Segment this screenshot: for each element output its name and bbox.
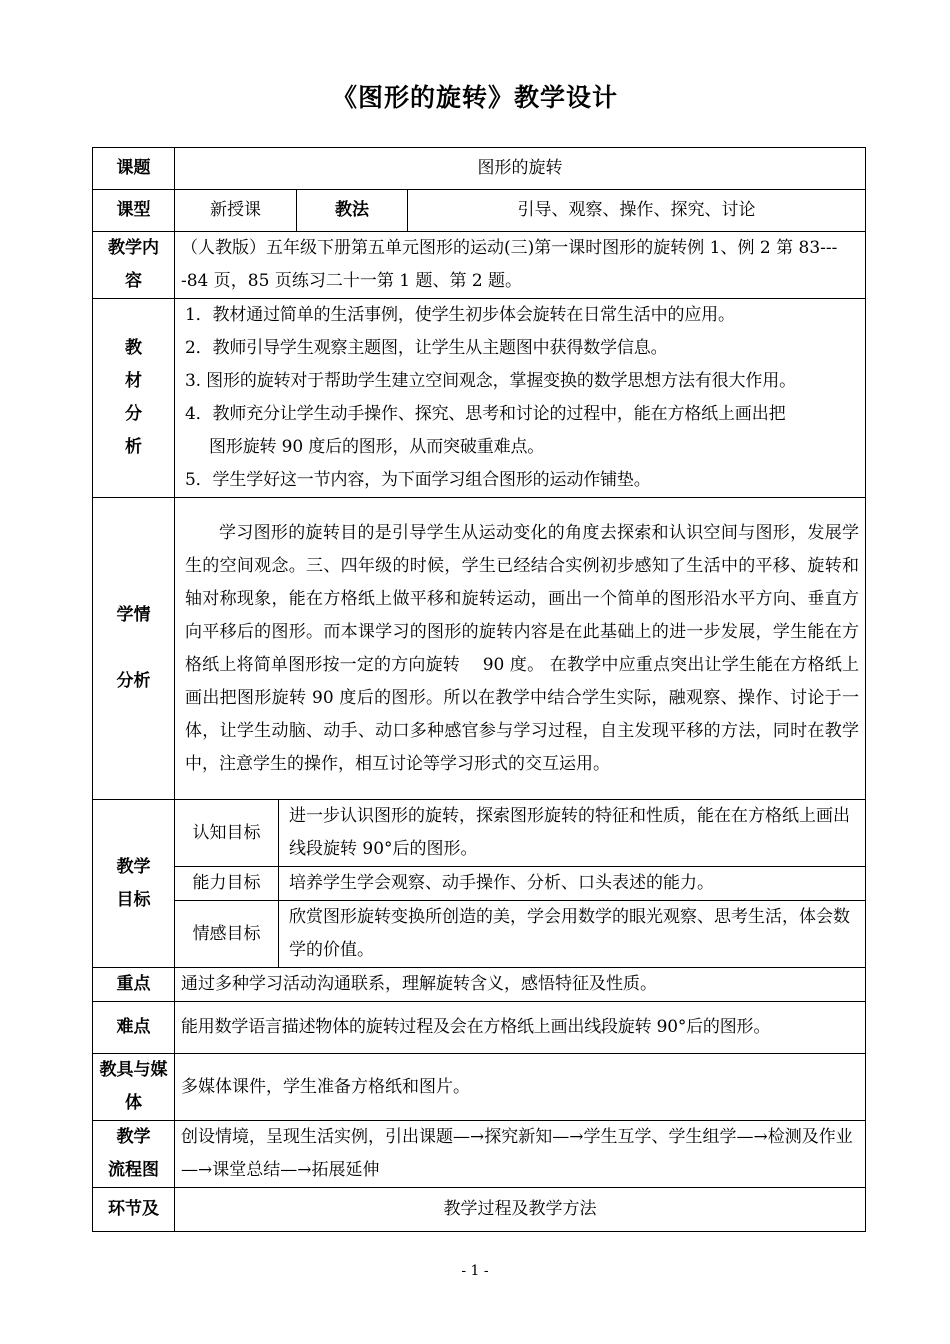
row-goal-ability <box>93 867 866 901</box>
analysis-item: 图形旋转 90 度后的图形，从而突破重难点。 <box>209 437 545 457</box>
row-flow <box>93 1121 866 1188</box>
ability-goal-text: 培养学生学会观察、动手操作、分析、口头表述的能力。 <box>279 867 866 901</box>
goals-label: 教学 目标 <box>93 800 175 968</box>
topic-label: 课题 <box>93 148 175 190</box>
lesson-plan-table <box>92 147 866 1232</box>
row-goal-cognitive <box>93 800 866 867</box>
row-type <box>93 190 866 232</box>
analysis-item: 3. 图形的旋转对于帮助学生建立空间观念，掌握变换的数学思想方法有很大作用。 <box>185 371 796 391</box>
row-textbook-analysis <box>93 299 866 498</box>
ability-goal-label: 能力目标 <box>175 867 279 901</box>
row-content <box>93 232 866 299</box>
row-media <box>93 1054 866 1121</box>
cognitive-goal-label: 认知目标 <box>175 800 279 867</box>
flow-text: 创设情境，呈现生活实例，引出课题—→探究新知—→学生互学、学生组学—→检测及作业—→课堂总结—→拓展延伸 <box>175 1121 866 1188</box>
row-difficulty <box>93 1002 866 1054</box>
key-point-label: 重点 <box>93 968 175 1002</box>
emotion-goal-label: 情感目标 <box>175 901 279 968</box>
analysis-item: 1．教材通过简单的生活事例，使学生初步体会旋转在日常生活中的应用。 <box>185 305 735 325</box>
cognitive-goal-text: 进一步认识图形的旋转，探索图形旋转的特征和性质，能在在方格纸上画出线段旋转 90°后的图形。 <box>279 800 866 867</box>
key-point-text: 通过多种学习活动沟通联系，理解旋转含义，感悟特征及性质。 <box>175 968 866 1002</box>
learner-analysis-label: 学情 分析 <box>93 498 175 800</box>
media-text: 多媒体课件，学生准备方格纸和图片。 <box>175 1054 866 1121</box>
content-text: （人教版）五年级下册第五单元图形的运动(三)第一课时图形的旋转例 1、例 2 第 83----84 页，85 页练习二十一第 1 题、第 2 题。 <box>175 232 866 299</box>
row-key-point <box>93 968 866 1002</box>
page-number: - 1 - <box>461 1263 489 1279</box>
analysis-item: 2．教师引导学生观察主题图，让学生从主题图中获得数学信息。 <box>185 338 668 358</box>
media-label: 教具与媒 体 <box>93 1054 175 1121</box>
content-label: 教学内 容 <box>93 232 175 299</box>
difficulty-label: 难点 <box>93 1002 175 1054</box>
learner-analysis-text: 学习图形的旋转目的是引导学生从运动变化的角度去探索和认识空间与图形，发展学生的空间观念。三、四年级的时候，学生已经结合实例初步感知了生活中的平移、旋转和轴对称现象，能在方格纸上做平移和旋转运动，画出一个简单的图形沿水平方向、垂直方向平移后的图形。而本课学习的图形的旋转内容是在此基础上的进一步发展，学生能在方格纸上将简单图形按一定的方向旋转 90 度。 在教学中应重点突出让学生能在方格纸上画出把图形旋转 90 度后的图形。所以在教学中结合学生实际，融观察、操作、讨论于一体，让学生动脑、动手、动口多种感官参与学习过程，自主发现平移的方法，同时在教学中，注意学生的操作，相互讨论等学习形式的交互运用。 <box>175 498 866 800</box>
row-learner-analysis <box>93 498 866 800</box>
topic-value: 图形的旋转 <box>175 148 866 190</box>
method-label: 教法 <box>297 190 408 232</box>
type-label: 课型 <box>93 190 175 232</box>
analysis-item: 5．学生学好这一节内容，为下面学习组合图形的运动作铺垫。 <box>185 470 651 490</box>
type-value: 新授课 <box>175 190 297 232</box>
stage-text: 教学过程及教学方法 <box>175 1188 866 1232</box>
textbook-analysis-label: 教 材 分 析 <box>93 299 175 498</box>
row-stage <box>93 1188 866 1232</box>
row-topic <box>93 148 866 190</box>
stage-label: 环节及 <box>93 1188 175 1232</box>
method-value: 引导、观察、操作、探究、讨论 <box>408 190 866 232</box>
difficulty-text: 能用数学语言描述物体的旋转过程及会在方格纸上画出线段旋转 90°后的图形。 <box>175 1002 866 1054</box>
emotion-goal-text: 欣赏图形旋转变换所创造的美，学会用数学的眼光观察、思考生活，体会数学的价值。 <box>279 901 866 968</box>
flow-label: 教学 流程图 <box>93 1121 175 1188</box>
document-title: 《图形的旋转》教学设计 <box>331 83 618 112</box>
row-goal-emotion <box>93 901 866 968</box>
textbook-analysis-list <box>175 299 866 498</box>
analysis-item: 4．教师充分让学生动手操作、探究、思考和讨论的过程中，能在方格纸上画出把 <box>185 404 786 424</box>
